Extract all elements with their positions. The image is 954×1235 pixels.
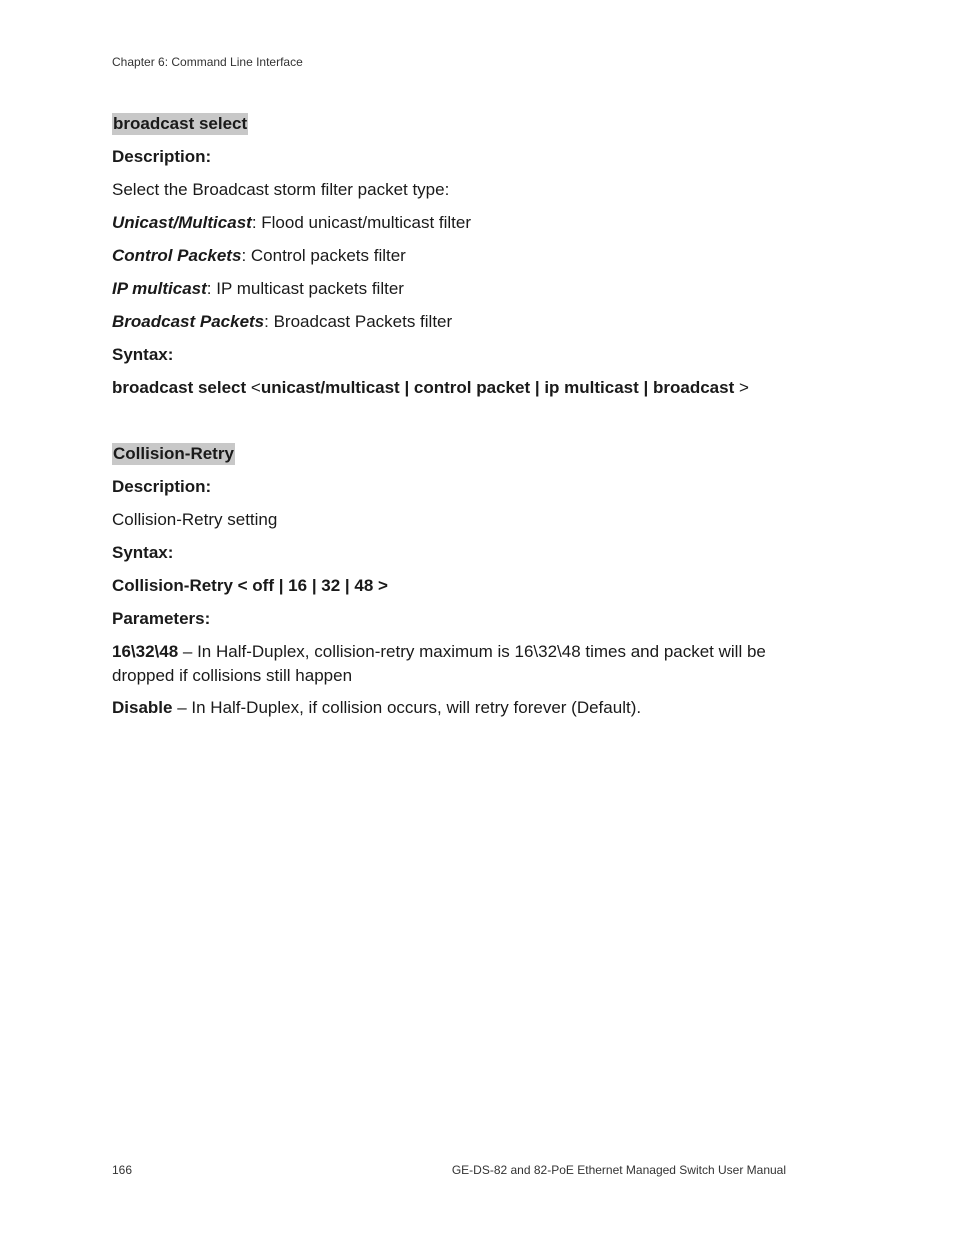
syntax-command: broadcast select (112, 378, 247, 397)
option-term: Broadcast Packets (112, 312, 265, 331)
param-term: Disable (112, 698, 173, 717)
broadcast-syntax-label: Syntax: (112, 345, 174, 364)
option-text: : IP multicast packets filter (206, 279, 404, 298)
page-number: 166 (112, 1163, 133, 1177)
param-disable (112, 696, 792, 720)
syntax-close-bracket: > (734, 378, 749, 397)
collision-syntax-label: Syntax: (112, 543, 174, 562)
broadcast-select-heading: broadcast select (113, 114, 248, 133)
chapter-header: Chapter 6: Command Line Interface (112, 55, 303, 69)
option-term: IP multicast (112, 279, 207, 298)
syntax-open-bracket: < (246, 378, 261, 397)
collision-description-text: Collision-Retry setting (112, 510, 278, 529)
option-broadcast-packets (112, 310, 792, 334)
option-text: : Control packets filter (241, 246, 406, 265)
broadcast-syntax-line (112, 376, 792, 400)
syntax-arguments: unicast/multicast | control packet | ip multicast | broadcast (260, 378, 735, 397)
option-text: : Flood unicast/multicast filter (251, 213, 472, 232)
param-16-32-48 (112, 640, 792, 688)
option-text: : Broadcast Packets filter (264, 312, 453, 331)
param-text: – In Half-Duplex, if collision occurs, will retry forever (Default). (172, 698, 642, 717)
param-term: 16\32\48 (112, 642, 179, 661)
broadcast-description-label: Description: (112, 147, 212, 166)
option-control-packets (112, 244, 792, 268)
collision-retry-section (112, 442, 792, 466)
param-text: – In Half-Duplex, collision-retry maximum is 16\32\48 times and packet will be dropped if collisions still happen (112, 642, 766, 685)
option-term: Control Packets (112, 246, 242, 265)
broadcast-select-section (112, 112, 792, 136)
collision-description-label: Description: (112, 477, 212, 496)
manual-title: GE-DS-82 and 82-PoE Ethernet Managed Switch User Manual (451, 1163, 786, 1177)
option-term: Unicast/Multicast (112, 213, 252, 232)
option-unicast-multicast (112, 211, 792, 235)
collision-syntax-line: Collision-Retry < off | 16 | 32 | 48 > (112, 576, 388, 595)
collision-retry-heading: Collision-Retry (113, 444, 234, 463)
collision-parameters-label: Parameters: (112, 609, 211, 628)
option-ip-multicast (112, 277, 792, 301)
page-content (112, 112, 792, 720)
broadcast-description-text: Select the Broadcast storm filter packet type: (112, 180, 450, 199)
